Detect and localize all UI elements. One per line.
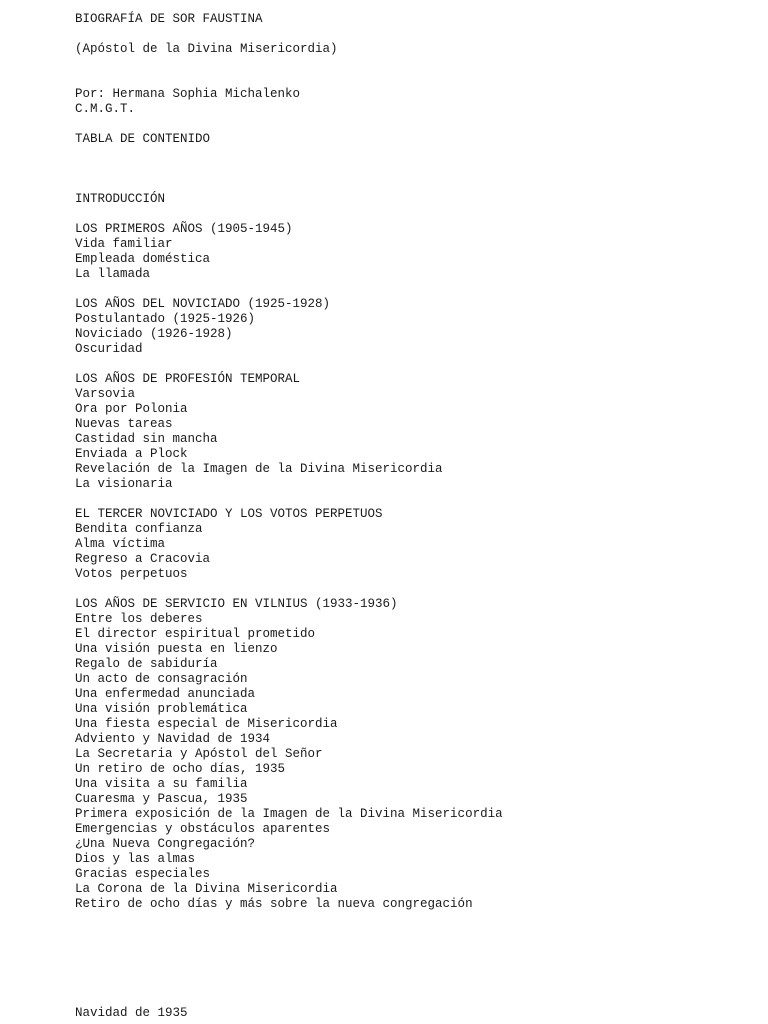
spacer xyxy=(75,492,755,507)
spacer xyxy=(75,57,755,87)
toc-item: La Corona de la Divina Misericordia xyxy=(75,882,338,896)
toc-item: Ora por Polonia xyxy=(75,402,188,416)
toc-item: Una enfermedad anunciada xyxy=(75,687,256,701)
toc-item: Un acto de consagración xyxy=(75,672,248,686)
toc-item: Una visita a su familia xyxy=(75,777,248,791)
author-line: Por: Hermana Sophia Michalenko xyxy=(75,87,301,101)
toc-item: Nuevas tareas xyxy=(75,417,173,431)
toc-item-bottom: Navidad de 1935 xyxy=(75,1006,188,1020)
document-subtitle: (Apóstol de la Divina Misericordia) xyxy=(75,42,338,56)
toc-section-heading: LOS PRIMEROS AÑOS (1905-1945) xyxy=(75,222,293,236)
toc-section-heading: LOS AÑOS DEL NOVICIADO (1925-1928) xyxy=(75,297,331,311)
toc-item: La Secretaria y Apóstol del Señor xyxy=(75,747,323,761)
toc-item: Bendita confianza xyxy=(75,522,203,536)
spacer xyxy=(75,207,755,222)
toc-section-heading: LOS AÑOS DE SERVICIO EN VILNIUS (1933-1936) xyxy=(75,597,398,611)
spacer xyxy=(75,117,755,132)
toc-item: Regreso a Cracovia xyxy=(75,552,211,566)
toc-item: Un retiro de ocho días, 1935 xyxy=(75,762,286,776)
toc-item: Retiro de ocho días y más sobre la nueva congregación xyxy=(75,897,473,911)
toc-item: La llamada xyxy=(75,267,151,281)
toc-item: Emergencias y obstáculos aparentes xyxy=(75,822,331,836)
document-page xyxy=(75,12,755,912)
toc-item: Gracias especiales xyxy=(75,867,211,881)
spacer xyxy=(75,582,755,597)
toc-item: Empleada doméstica xyxy=(75,252,211,266)
toc-item: Primera exposición de la Imagen de la Divina Misericordia xyxy=(75,807,503,821)
toc-item: El director espiritual prometido xyxy=(75,627,316,641)
toc-item: Una visión puesta en lienzo xyxy=(75,642,278,656)
toc-item: Castidad sin mancha xyxy=(75,432,218,446)
toc-item: Una visión problemática xyxy=(75,702,248,716)
spacer xyxy=(75,282,755,297)
toc-item: Entre los deberes xyxy=(75,612,203,626)
document-title: BIOGRAFÍA DE SOR FAUSTINA xyxy=(75,12,263,26)
toc-item: Cuaresma y Pascua, 1935 xyxy=(75,792,248,806)
toc-item: Enviada a Plock xyxy=(75,447,188,461)
toc-item: La visionaria xyxy=(75,477,173,491)
spacer xyxy=(75,357,755,372)
toc-item: Noviciado (1926-1928) xyxy=(75,327,233,341)
toc-item: Votos perpetuos xyxy=(75,567,188,581)
toc-section-heading: EL TERCER NOVICIADO Y LOS VOTOS PERPETUOS xyxy=(75,507,383,521)
toc-item: Adviento y Navidad de 1934 xyxy=(75,732,271,746)
toc-item: Oscuridad xyxy=(75,342,143,356)
toc-heading: TABLA DE CONTENIDO xyxy=(75,132,211,146)
toc-item: Dios y las almas xyxy=(75,852,196,866)
toc-item: Vida familiar xyxy=(75,237,173,251)
toc-item: Revelación de la Imagen de la Divina Misericordia xyxy=(75,462,443,476)
toc-item: Una fiesta especial de Misericordia xyxy=(75,717,338,731)
spacer xyxy=(75,27,755,42)
toc-section-heading: LOS AÑOS DE PROFESIÓN TEMPORAL xyxy=(75,372,301,386)
toc-item: Varsovia xyxy=(75,387,136,401)
toc-introduction: INTRODUCCIÓN xyxy=(75,192,166,206)
toc-item: Alma víctima xyxy=(75,537,166,551)
toc-item: Regalo de sabiduría xyxy=(75,657,218,671)
congregation-line: C.M.G.T. xyxy=(75,102,136,116)
toc-item: ¿Una Nueva Congregación? xyxy=(75,837,256,851)
spacer xyxy=(75,147,755,192)
toc-item: Postulantado (1925-1926) xyxy=(75,312,256,326)
